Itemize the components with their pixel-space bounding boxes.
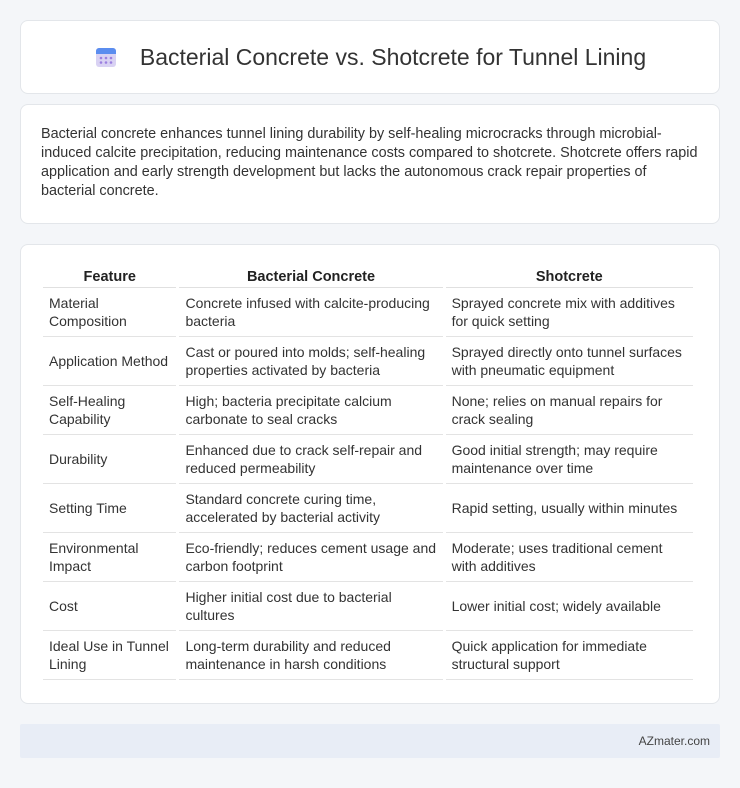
- bacterial-cell: Eco-friendly; reduces cement usage and carbon footprint: [179, 533, 442, 582]
- shotcrete-cell: None; relies on manual repairs for crack sealing: [446, 386, 693, 435]
- bacterial-cell: Concrete infused with calcite-producing bacteria: [179, 288, 442, 337]
- shotcrete-cell: Moderate; uses traditional cement with additives: [446, 533, 693, 582]
- title-card: [20, 20, 720, 94]
- table-header-row: [43, 265, 693, 288]
- table-row: [43, 288, 693, 337]
- feature-cell: Cost: [43, 582, 176, 631]
- shotcrete-cell: Rapid setting, usually within minutes: [446, 484, 693, 533]
- feature-cell: Self-Healing Capability: [43, 386, 176, 435]
- bacterial-cell: Higher initial cost due to bacterial cultures: [179, 582, 442, 631]
- header-feature: Feature: [43, 265, 176, 288]
- shotcrete-cell: Sprayed concrete mix with additives for quick setting: [446, 288, 693, 337]
- table-row: [43, 631, 693, 680]
- feature-cell: Ideal Use in Tunnel Lining: [43, 631, 176, 680]
- shotcrete-cell: Lower initial cost; widely available: [446, 582, 693, 631]
- table-row: [43, 533, 693, 582]
- page-title-text: Bacterial Concrete vs. Shotcrete for Tunnel Lining: [139, 43, 647, 70]
- header-bacterial-concrete: Bacterial Concrete: [179, 265, 442, 288]
- bacterial-cell: Standard concrete curing time, accelerated by bacterial activity: [179, 484, 442, 533]
- intro-text: Bacterial concrete enhances tunnel lining durability by self-healing microcracks through microbial-induced calcite precipitation, reducing maintenance costs compared to shotcrete. Shotcrete offers rapid application and early strength development but lacks the autonomous crack repair properties of bacterial concrete.: [41, 126, 698, 199]
- footer-bar: [20, 724, 720, 758]
- bacterial-cell: High; bacteria precipitate calcium carbonate to seal cracks: [179, 386, 442, 435]
- table-row: [43, 582, 693, 631]
- feature-cell: Application Method: [43, 337, 176, 386]
- comparison-table: [40, 265, 696, 680]
- intro-card: [20, 104, 720, 224]
- page-title: [94, 44, 646, 71]
- bacterial-cell: Long-term durability and reduced maintenance in harsh conditions: [179, 631, 442, 680]
- table-row: [43, 484, 693, 533]
- bacterial-cell: Enhanced due to crack self-repair and reduced permeability: [179, 435, 442, 484]
- footer-brand[interactable]: AZmater.com: [638, 734, 710, 748]
- table-row: [43, 337, 693, 386]
- feature-cell: Material Composition: [43, 288, 176, 337]
- table-card: [20, 244, 720, 704]
- table-row: [43, 386, 693, 435]
- shotcrete-cell: Good initial strength; may require maintenance over time: [446, 435, 693, 484]
- calendar-icon: [94, 45, 118, 69]
- table-row: [43, 435, 693, 484]
- shotcrete-cell: Quick application for immediate structural support: [446, 631, 693, 680]
- header-shotcrete: Shotcrete: [446, 265, 693, 288]
- feature-cell: Durability: [43, 435, 176, 484]
- feature-cell: Environmental Impact: [43, 533, 176, 582]
- feature-cell: Setting Time: [43, 484, 176, 533]
- bacterial-cell: Cast or poured into molds; self-healing properties activated by bacteria: [179, 337, 442, 386]
- shotcrete-cell: Sprayed directly onto tunnel surfaces with pneumatic equipment: [446, 337, 693, 386]
